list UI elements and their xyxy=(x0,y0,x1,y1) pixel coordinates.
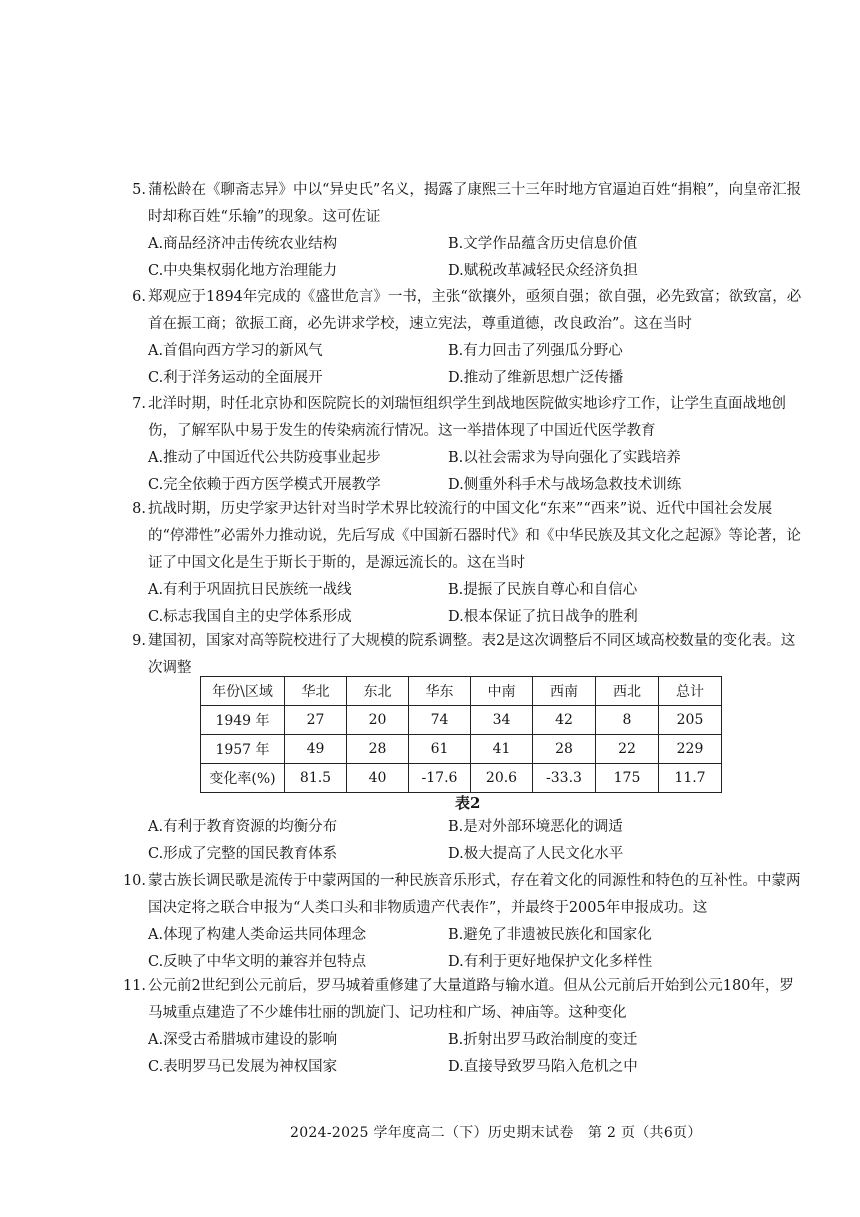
option-d[interactable]: D.极大提高了人民文化水平 xyxy=(448,846,624,862)
table-cell: 41 xyxy=(471,735,533,764)
table-cell: 11.7 xyxy=(659,764,722,793)
table-cell: 8 xyxy=(596,706,659,735)
table-cell: 175 xyxy=(596,764,659,793)
table-cell: 20 xyxy=(347,706,409,735)
question-9 xyxy=(132,628,803,682)
question-5 xyxy=(132,177,803,285)
option-a[interactable]: A.首倡向西方学习的新风气 xyxy=(148,343,323,359)
table-cell: 34 xyxy=(471,706,533,735)
option-b[interactable]: B.避免了非遗被民族化和国家化 xyxy=(448,927,652,943)
header-cell: 年份\区域 xyxy=(201,677,285,706)
option-a[interactable]: A.深受古希腊城市建设的影响 xyxy=(148,1032,338,1048)
option-d[interactable]: D.直接导致罗马陷入危机之中 xyxy=(448,1059,638,1075)
table-cell: 28 xyxy=(347,735,409,764)
table-cell: 27 xyxy=(285,706,347,735)
option-c[interactable]: C.中央集权弱化地方治理能力 xyxy=(148,263,338,279)
table-cell: 1949 年 xyxy=(201,706,285,735)
table-cell: 229 xyxy=(659,735,722,764)
table-cell: 61 xyxy=(409,735,471,764)
table-row xyxy=(201,706,722,735)
question-10 xyxy=(122,868,803,976)
table-cell: 变化率(%) xyxy=(201,764,285,793)
option-b[interactable]: B.文学作品蕴含历史信息价值 xyxy=(448,236,638,252)
header-cell: 东北 xyxy=(347,677,409,706)
table-caption: 表2 xyxy=(455,794,481,812)
option-b[interactable]: B.是对外部环境恶化的调适 xyxy=(448,819,623,835)
option-b[interactable]: B.以社会需求为导向强化了实践培养 xyxy=(448,450,681,466)
option-d[interactable]: D.有利于更好地保护文化多样性 xyxy=(448,954,653,970)
table-header-row xyxy=(201,677,722,706)
question-11 xyxy=(122,973,803,1081)
header-cell: 中南 xyxy=(471,677,533,706)
page-footer: 2024-2025 学年度高二（下）历史期末试卷 第 2 页（共6页） xyxy=(290,1125,702,1141)
question-number: 5. xyxy=(132,182,146,198)
question-6 xyxy=(132,284,803,392)
question-number: 9. xyxy=(132,633,146,649)
option-d[interactable]: D.根本保证了抗日战争的胜利 xyxy=(448,609,638,625)
table-cell: -17.6 xyxy=(409,764,471,793)
options xyxy=(148,445,803,499)
option-b[interactable]: B.有力回击了列强瓜分野心 xyxy=(448,343,623,359)
header-cell: 华北 xyxy=(285,677,347,706)
table-row xyxy=(201,764,722,793)
question-stem: 北洋时期，时任北京协和医院院长的刘瑞恒组织学生到战地医院做实地诊疗工作，让学生直面战地创伤，了解军队中易于发生的传染病流行情况。这一举措体现了中国近代医学教育 xyxy=(148,396,786,439)
header-cell: 西南 xyxy=(533,677,596,706)
question-stem: 公元前2世纪到公元前后，罗马城着重修建了大量道路与输水道。但从公元前后开始到公元180年，罗马城重点建造了不少雄伟壮丽的凯旋门、记功柱和广场、神庙等。这种变化 xyxy=(148,978,794,1021)
options xyxy=(148,814,803,868)
option-d[interactable]: D.侧重外科手术与战场急救技术训练 xyxy=(448,477,682,493)
table-cell: 42 xyxy=(533,706,596,735)
question-stem: 抗战时期，历史学家尹达针对当时学术界比较流行的中国文化“东来”“西来”说、近代中国社会发展的“停滞性”必需外力推动说，先后写成《中国新石器时代》和《中华民族及其文化之起源》等论著，论证了中国文化是生于斯长于斯的，是源远流长的。这在当时 xyxy=(148,501,801,571)
options xyxy=(148,577,803,631)
option-c[interactable]: C.完全依赖于西方医学模式开展教学 xyxy=(148,477,381,493)
option-c[interactable]: C.标志我国自主的史学体系形成 xyxy=(148,609,352,625)
table-cell: 49 xyxy=(285,735,347,764)
table-cell: 81.5 xyxy=(285,764,347,793)
options xyxy=(148,1027,803,1081)
question-9-options xyxy=(148,814,803,868)
option-d[interactable]: D.赋税改革减轻民众经济负担 xyxy=(448,263,638,279)
header-cell: 华东 xyxy=(409,677,471,706)
table-cell: 28 xyxy=(533,735,596,764)
table-row xyxy=(201,735,722,764)
data-table xyxy=(200,676,722,793)
options xyxy=(148,338,803,392)
option-b[interactable]: B.提振了民族自尊心和自信心 xyxy=(448,582,638,598)
question-stem: 蒙古族长调民歌是流传于中蒙两国的一种民族音乐形式，存在着文化的同源性和特色的互补性。中蒙两国决定将之联合申报为“人类口头和非物质遗产代表作”，并最终于2005年申报成功。这 xyxy=(148,873,801,916)
question-8 xyxy=(132,496,803,631)
question-stem: 郑观应于1894年完成的《盛世危言》一书，主张“欲攘外，亟须自强；欲自强，必先致富；欲致富，必首在振工商；欲振工商，必先讲求学校，速立宪法，尊重道德，改良政治”。这在当时 xyxy=(148,289,802,332)
table-cell: 20.6 xyxy=(471,764,533,793)
question-stem: 蒲松龄在《聊斋志异》中以“异史氏”名义，揭露了康熙三十三年时地方官逼迫百姓“捐粮”，向皇帝汇报时却称百姓“乐输”的现象。这可佐证 xyxy=(148,182,802,225)
option-a[interactable]: A.有利于教育资源的均衡分布 xyxy=(148,819,338,835)
option-a[interactable]: A.有利于巩固抗日民族统一战线 xyxy=(148,582,352,598)
option-c[interactable]: C.反映了中华文明的兼容并包特点 xyxy=(148,954,367,970)
table-cell: 1957 年 xyxy=(201,735,285,764)
option-a[interactable]: A.推动了中国近代公共防疫事业起步 xyxy=(148,450,381,466)
option-a[interactable]: A.体现了构建人类命运共同体理念 xyxy=(148,927,367,943)
table-cell: 40 xyxy=(347,764,409,793)
question-stem: 建国初，国家对高等院校进行了大规模的院系调整。表2是这次调整后不同区域高校数量的变化表。这次调整 xyxy=(148,633,796,676)
table-cell: 205 xyxy=(659,706,722,735)
table-cell: 74 xyxy=(409,706,471,735)
question-number: 10. xyxy=(122,873,146,889)
question-7 xyxy=(132,391,803,499)
header-cell: 总计 xyxy=(659,677,722,706)
question-number: 11. xyxy=(122,978,146,994)
options xyxy=(148,231,803,285)
table-cell: 22 xyxy=(596,735,659,764)
option-c[interactable]: C.表明罗马已发展为神权国家 xyxy=(148,1059,338,1075)
option-c[interactable]: C.利于洋务运动的全面展开 xyxy=(148,370,323,386)
option-d[interactable]: D.推动了维新思想广泛传播 xyxy=(448,370,624,386)
question-number: 8. xyxy=(132,501,146,517)
question-number: 6. xyxy=(132,289,146,305)
question-number: 7. xyxy=(132,396,146,412)
option-c[interactable]: C.形成了完整的国民教育体系 xyxy=(148,846,338,862)
options xyxy=(148,922,803,976)
header-cell: 西北 xyxy=(596,677,659,706)
table-cell: -33.3 xyxy=(533,764,596,793)
option-b[interactable]: B.折射出罗马政治制度的变迁 xyxy=(448,1032,638,1048)
option-a[interactable]: A.商品经济冲击传统农业结构 xyxy=(148,236,338,252)
